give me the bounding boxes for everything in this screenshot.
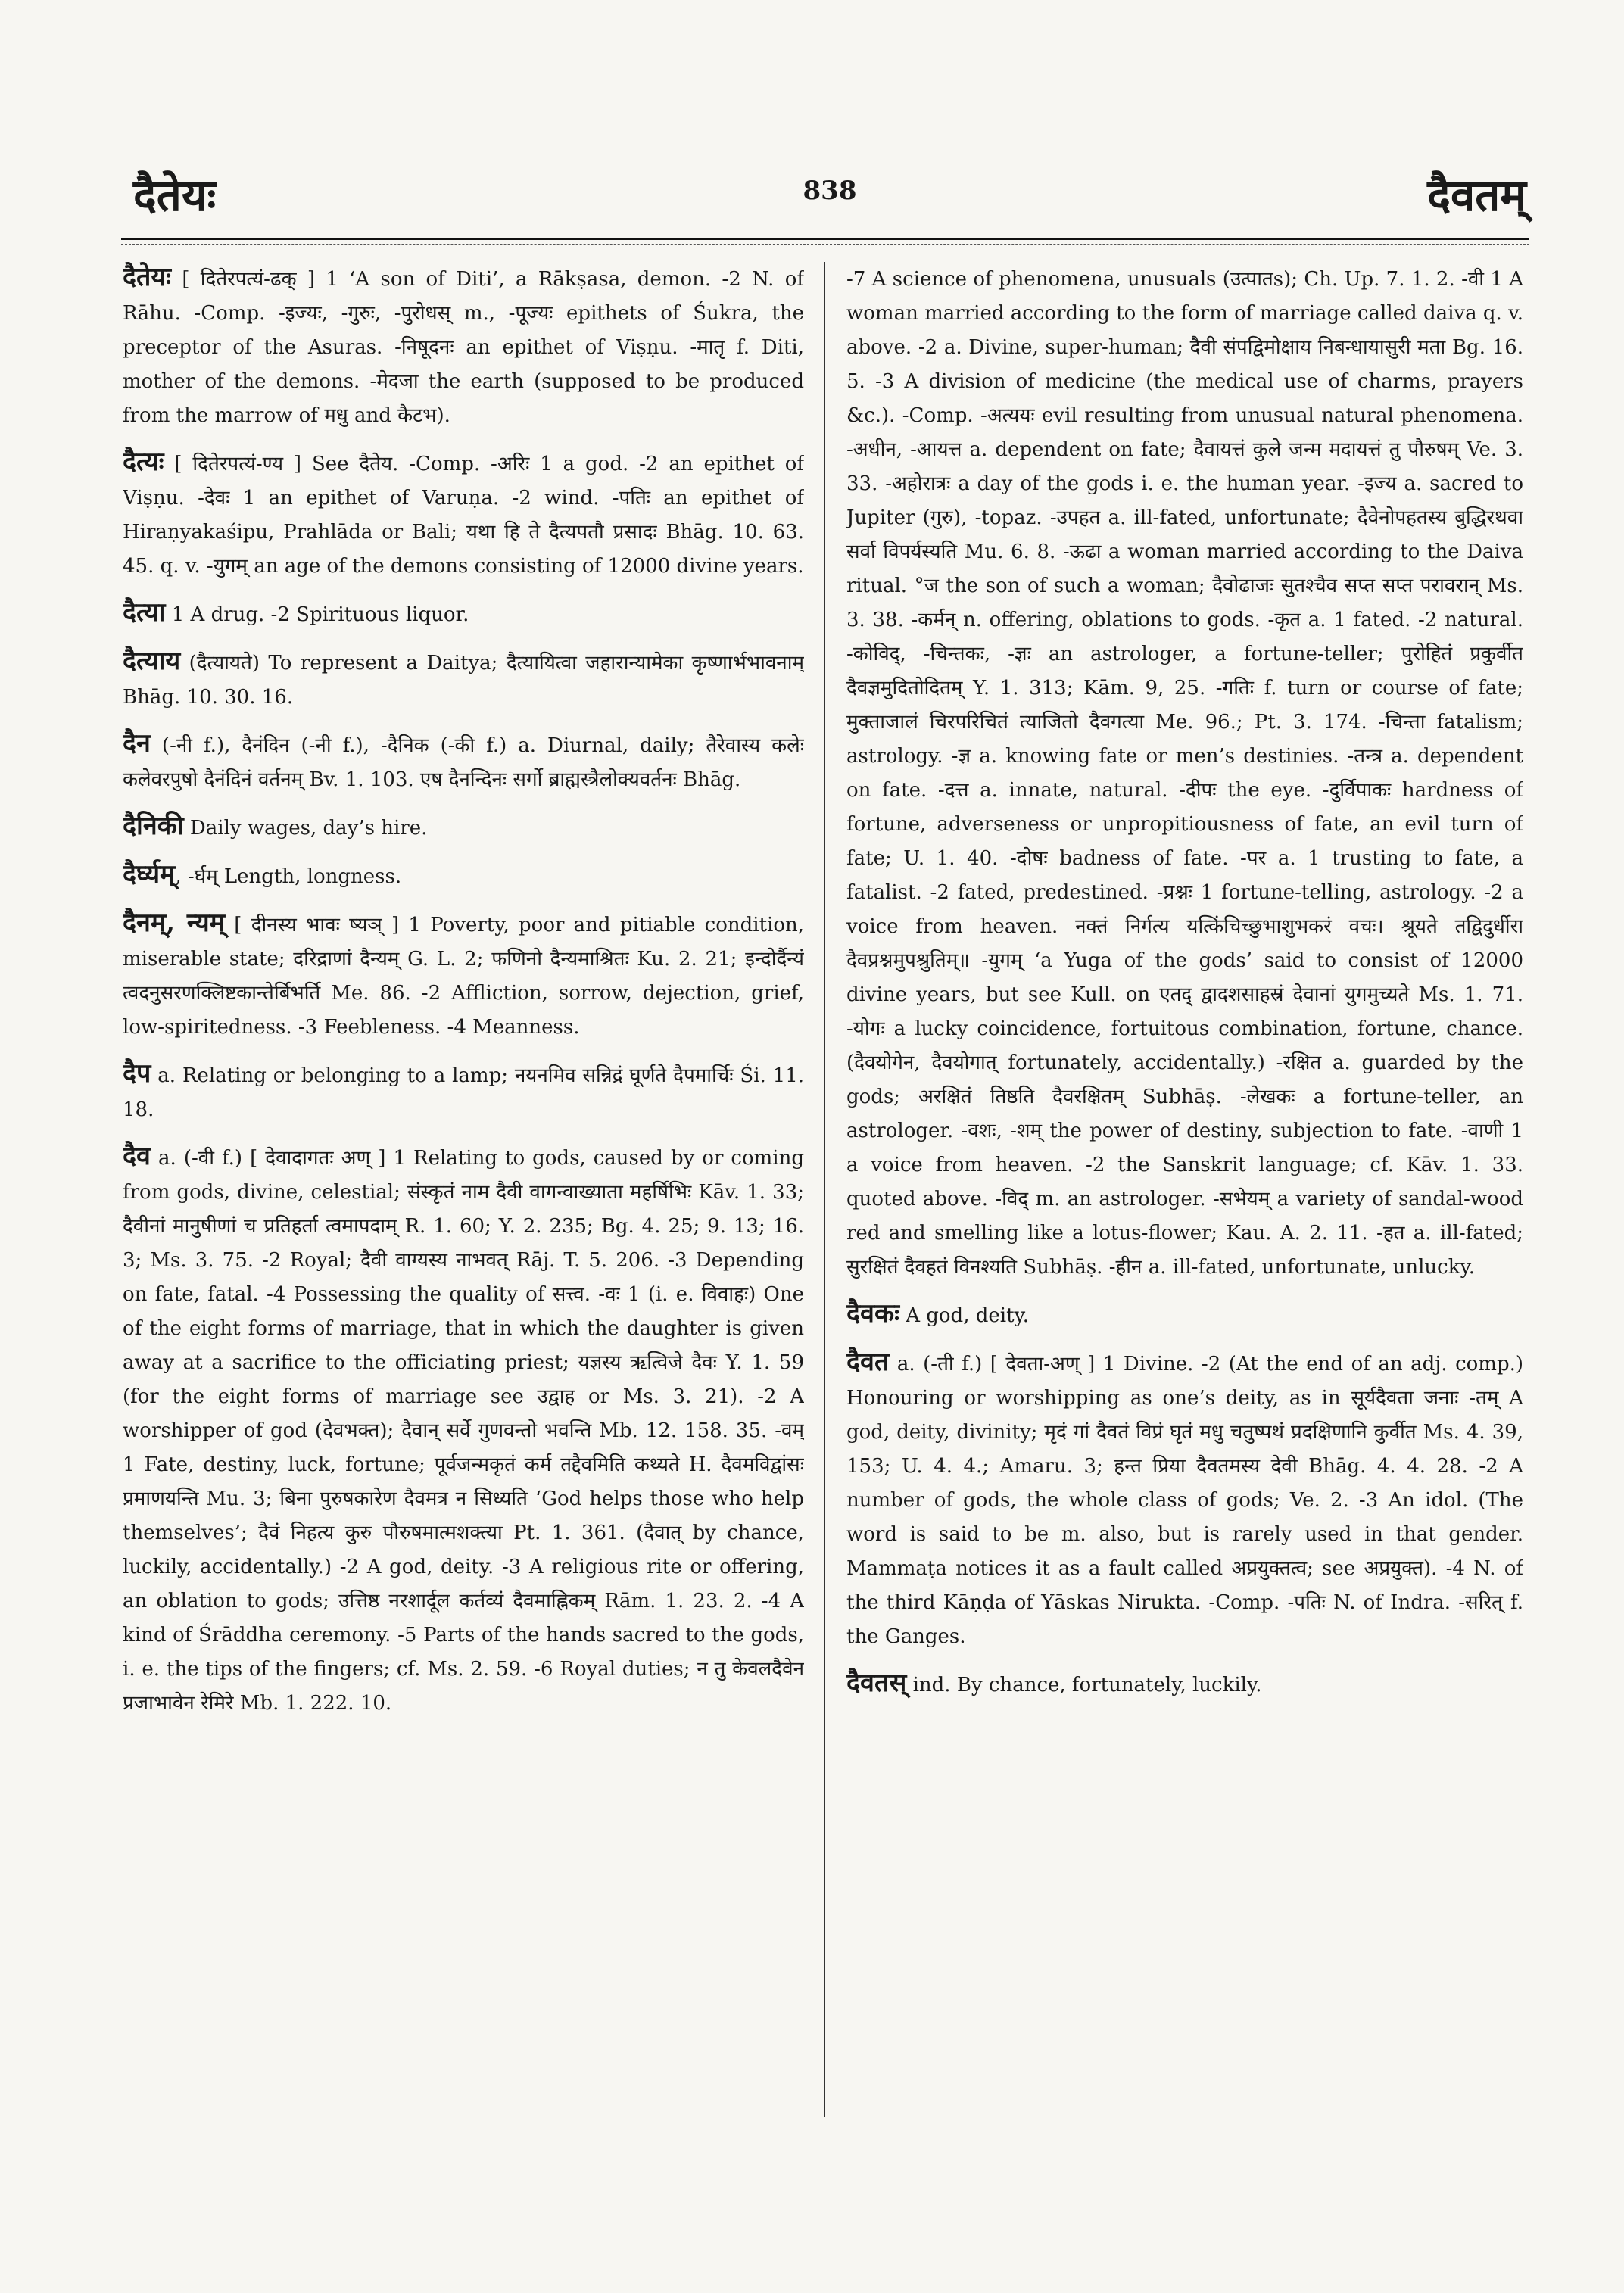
entry-headword: दैर्घ्यम् (123, 859, 176, 889)
right-column (846, 260, 1523, 2123)
dictionary-entry (123, 1057, 804, 1127)
entry-body: Daily wages, day’s hire. (189, 817, 428, 840)
dictionary-entry (846, 1345, 1523, 1654)
entry-body: (दैत्यायते) To represent a Daitya; दैत्यायित्वा जहारान्यामेका कृष्णार्भभावनाम् Bhāg. 10. 30. 16. (123, 652, 804, 709)
entry-body: [ दीनस्य भावः ष्यञ् ] 1 Poverty, poor and pitiable condition, miserable state; दरिद्राणां दैन्यम् G. L. 2; फणिनो दैन्यमाश्रितः Ku. 2. 21; इन्दोर्दैन्यं त्वदनुसरणक्लिष्टकान्तेर्बिभर्ति Me. 86. -2 Affliction, sorrow, dejection, grief, low-spiritedness. -3 Feebleness. -4 Meanness. (123, 914, 804, 1039)
entry-headword: दैवकः (846, 1298, 899, 1329)
entry-headword: दैप (123, 1058, 151, 1089)
entry-body: [ दितेरपत्यं-ण्य ] See दैतेय. -Comp. -अरिः 1 a god. -2 an epithet of Viṣṇu. -देवः 1 an epithet of Varuṇa. -2 wind. -पतिः an epithet of Hiraṇyakaśipu, Prahlāda or Bali; यथा हि ते दैत्यपतौ प्रसादः Bhāg. 10. 63. 45. q. v. -युगम् an age of the demons consisting of 12000 divine years. (123, 453, 804, 578)
entry-body: A god, deity. (906, 1304, 1030, 1327)
left-column (123, 260, 804, 2123)
dictionary-entry (123, 858, 804, 894)
right-running-headword: दैवतम् (1427, 170, 1526, 221)
dictionary-entry (846, 1297, 1523, 1333)
entry-body: , -र्घम् Length, longness. (175, 865, 402, 888)
entry-body: a. (-वी f.) [ देवादागतः अण् ] 1 Relating to gods, caused by or coming from gods, divine, celestial; संस्कृतं नाम दैवी वागन्वाख्याता महर्षिभिः Kāv. 1. 33; दैवीनां मानुषीणां च प्रतिहर्ता त्वमापदाम् R. 1. 60; Y. 2. 235; Bg. 4. 25; 9. 13; 16. 3; Ms. 3. 75. -2 Royal; दैवी वाग्यस्य नाभवत् Rāj. T. 5. 206. -3 Depending on fate, fatal. -4 Possessing the quality of सत्त्व. -वः 1 (i. e. विवाहः) One of the eight forms of marriage, that in which the daughter is given away at a sacrifice to the officiating priest; यज्ञस्य ऋत्विजे दैवः Y. 1. 59 (for the eight forms of marriage see उद्वाह or Ms. 3. 21). -2 A worshipper of god (देवभक्त); दैवान् सर्वे गुणवन्तो भवन्ति Mb. 12. 158. 35. -वम् 1 Fate, destiny, luck, fortune; पूर्वजन्मकृतं कर्म तद्दैवमिति कथ्यते H. दैवमविद्वांसः प्रमाणयन्ति Mu. 3; बिना पुरुषकारेण दैवमत्र न सिध्यति ‘God helps those who help themselves’; दैवं निहत्य कुरु पौरुषमात्मशक्त्या Pt. 1. 361. (दैवात् by chance, luckily, accidentally.) -2 A god, deity. -3 A religious rite or offering, an oblation to gods; उत्तिष्ठ नरशार्दूल कर्तव्यं दैवमाह्निकम् Rām. 1. 23. 2. -4 A kind of Śrāddha ceremony. -5 Parts of the hands sacred to the gods, i. e. the tips of the fingers; cf. Ms. 2. 59. -6 Royal duties; न तु केवलदैवेन प्रजाभावेन रेमिरे Mb. 1. 222. 10. (123, 1147, 804, 1715)
entry-body: (-नी f.), दैनंदिन (-नी f.), -दैनिक (-की f.) a. Diurnal, daily; तैरेवास्य कलेः कलेवरपुषो दैनंदिनं वर्तनम् Bv. 1. 103. एष दैनन्दिनः सर्गो ब्राह्मस्त्रैलोक्यवर्तनः Bhāg. (123, 734, 804, 791)
dictionary-entry (123, 644, 804, 715)
page-header (133, 165, 1526, 233)
dictionary-entry (846, 1666, 1523, 1703)
entry-headword: दैत्या (123, 597, 166, 628)
entry-headword: दैन (123, 728, 151, 759)
entry-body: a. (-ती f.) [ देवता-अण् ] 1 Divine. -2 (At the end of an adj. comp.) Honouring or worshipping as one’s deity, as in सूर्यदैवता जनाः -तम् A god, deity, divinity; मृदं गां दैवतं विप्रं घृतं मधु चतुष्पथं प्रदक्षिणानि कुर्वीत Ms. 4. 39, 153; U. 4. 4.; Amaru. 3; हन्त प्रिया दैवतमस्य देवी Bhāg. 4. 4. 28. -2 A number of gods, the whole class of gods; Ve. 2. -3 An idol. (The word is said to be m. also, but is rarely used in that gender. Mammaṭa notices it as a fault called अप्रयुक्तत्व; see अप्रयुक्त). -4 N. of the third Kāṇḍa of Yāskas Nirukta. -Comp. -पतिः N. of Indra. -सरित् f. the Ganges. (846, 1353, 1523, 1648)
entry-headword: दैत्याय (123, 646, 181, 676)
header-rule-dotted (121, 244, 1529, 245)
column-divider (824, 262, 825, 2117)
dictionary-entry (123, 809, 804, 846)
page-number: 838 (803, 176, 857, 206)
dictionary-entry (123, 596, 804, 632)
entry-headword: दैवत (846, 1347, 890, 1377)
entry-body: 1 A drug. -2 Spirituous liquor. (171, 603, 469, 626)
entry-headword: दैनम्, न्यम् (123, 908, 226, 938)
entry-headword: दैवतस् (846, 1668, 907, 1698)
dictionary-entry (123, 260, 804, 433)
entry-headword: दैव (123, 1141, 151, 1171)
dictionary-entry (123, 1139, 804, 1721)
entry-body: -7 A science of phenomena, unusuals (उत्पातs); Ch. Up. 7. 1. 2. -वी 1 A woman married according to the form of marriage called daiva q. v. above. -2 a. Divine, super-human; दैवी संपद्विमोक्षाय निबन्धायासुरी मता Bg. 16. 5. -3 A division of medicine (the medical use of charms, prayers &c.). -Comp. -अत्ययः evil resulting from unusual natural phenomena. -अधीन, -आयत्त a. dependent on fate; दैवायत्तं कुले जन्म मदायत्तं तु पौरुषम् Ve. 3. 33. -अहोरात्रः a day of the gods i. e. the human year. -इज्य a. sacred to Jupiter (गुरु), -topaz. -उपहत a. ill-fated, unfortunate; दैवेनोपहतस्य बुद्धिरथवा सर्वा विपर्यस्यति Mu. 6. 8. -ऊढा a woman married according to the Daiva ritual. °ज the son of such a woman; दैवोढाजः सुतश्चैव सप्त सप्त परावरान् Ms. 3. 38. -कर्मन् n. offering, oblations to gods. -कृत a. 1 fated. -2 natural. -कोविद्, -चिन्तकः, -ज्ञः an astrologer, a fortune-teller; पुरोहितं प्रकुर्वीत दैवज्ञमुदितोदितम् Y. 1. 313; Kām. 9, 25. -गतिः f. turn or course of fate; मुक्ताजालं चिरपरिचितं त्याजितो दैवगत्या Me. 96.; Pt. 3. 174. -चिन्ता fatalism; astrology. -ज्ञ a. knowing fate or men’s destinies. -तन्त्र a. dependent on fate. -दत्त a. innate, natural. -दीपः the eye. -दुर्विपाकः hardness of fortune, adverseness or unpropitiousness of fate, an evil turn of fate; U. 1. 40. -दोषः badness of fate. -पर a. 1 trusting to fate, a fatalist. -2 fated, predestined. -प्रश्नः 1 fortune-telling, astrology. -2 a voice from heaven. नक्तं निर्गत्य यत्किंचिच्छुभाशुभकरं वचः। श्रूयते तद्विदुर्धीरा दैवप्रश्नमुपश्रुतिम्॥ -युगम् ‘a Yuga of the gods’ said to consist of 12000 divine years, but see Kull. on एतद् द्वादशसाहस्रं देवानां युगमुच्यते Ms. 1. 71. -योगः a lucky coincidence, fortuitous combination, fortune, chance. (दैवयोगेन, दैवयोगात् fortunately, accidentally.) -रक्षित a. guarded by the gods; अरक्षितं तिष्ठति दैवरक्षितम् Subhāṣ. -लेखकः a fortune-teller, an astrologer. -वशः, -शम् the power of destiny, subjection to fate. -वाणी 1 a voice from heaven. -2 the Sanskrit language; cf. Kāv. 1. 33. quoted above. -विद् m. an astrologer. -सभेयम् a variety of sandal-wood red and smelling like a lotus-flower; Kau. A. 2. 11. -हत a. ill-fated; सुरक्षितं दैवहतं विनश्यति Subhāṣ. -हीन a. ill-fated, unfortunate, unlucky. (846, 268, 1523, 1279)
entry-headword: दैत्यः (123, 447, 164, 477)
dictionary-entry-continued (846, 260, 1523, 1285)
dictionary-entry (123, 906, 804, 1045)
dictionary-entry (123, 445, 804, 584)
entry-headword: दैनिकी (123, 811, 184, 841)
entry-body: a. Relating or belonging to a lamp; नयनमिव सन्निद्रं घूर्णते दैपमार्चिः Śi. 11. 18. (123, 1064, 804, 1121)
left-running-headword: दैतेयः (133, 170, 217, 221)
entry-body: ind. By chance, fortunately, luckily. (912, 1674, 1262, 1696)
dictionary-entry (123, 727, 804, 797)
header-rule (121, 238, 1529, 240)
entry-headword: दैतेयः (123, 262, 172, 292)
entry-body: [ दितेरपत्यं-ढक् ] 1 ‘A son of Diti’, a Rākṣasa, demon. -2 N. of Rāhu. -Comp. -इज्यः, -गुरुः, -पुरोधस् m., -पूज्यः epithets of Śukra, the preceptor of the Asuras. -निषूदनः an epithet of Viṣṇu. -मातृ f. Diti, mother of the demons. -मेदजा the earth (supposed to be produced from the marrow of मधु and कैटभ). (123, 268, 804, 427)
